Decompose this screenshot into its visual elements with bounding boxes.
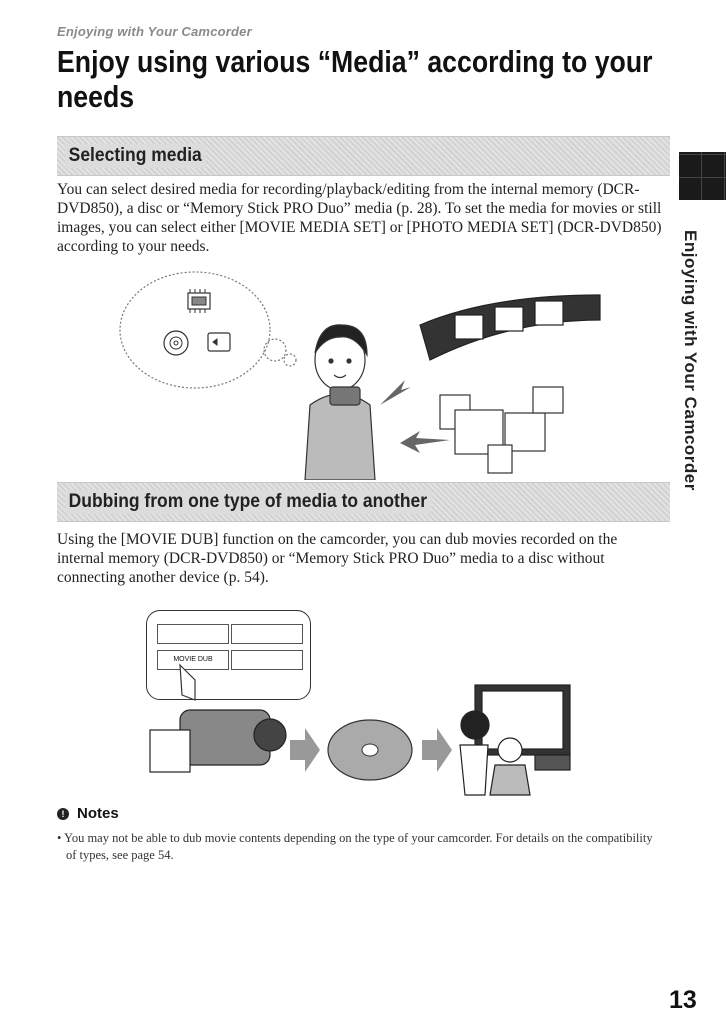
note-text: You may not be able to dub movie contents depending on the type of your camcorder. For details on the compatibility of types, see page 54. [64, 831, 653, 862]
screen-button-placeholder [231, 624, 303, 644]
disc-icon [328, 720, 412, 780]
tv-viewing-icon [460, 685, 570, 795]
person-with-camcorder-icon [305, 325, 375, 480]
section-header-dubbing [57, 482, 670, 522]
media-selection-illustration [110, 265, 610, 480]
camcorder-icon [150, 710, 286, 772]
side-tab-label: Enjoying with Your Camcorder [681, 230, 700, 491]
section-body-selecting-media: You can select desired media for recording/playback/editing from the internal memory (DCR-DVD850), a disc or “Memory Stick PRO Duo” media (p. 28). To set the media for movies or still images, you can select either [MOVIE MEDIA SET] or [PHOTO MEDIA SET] (DCR-DVD850) according to your needs. [57, 181, 662, 255]
memory-stick-icon [208, 333, 230, 351]
page-number: 13 [669, 986, 697, 1014]
page-title: Enjoy using various “Media” according to your needs [57, 44, 653, 114]
arrow-icon [380, 380, 411, 405]
movie-dub-screen-button: MOVIE DUB [157, 650, 229, 670]
notes-heading [57, 805, 119, 822]
film-strip-icon [420, 295, 600, 360]
notes-heading-label: Notes [77, 805, 119, 822]
section-header-selecting-media [57, 136, 670, 176]
internal-memory-icon [188, 289, 210, 313]
screen-button-placeholder [157, 624, 229, 644]
notes-icon: ! [57, 808, 69, 820]
section-body-dubbing: Using the [MOVIE DUB] function on the camcorder, you can dub movies recorded on the internal memory (DCR-DVD850) or “Memory Stick PRO Duo” media to a disc without connecting another device (p. 54). [57, 531, 618, 586]
finger-pointing-icon [180, 665, 195, 700]
arrow-right-icon [422, 728, 452, 772]
chapter-kicker: Enjoying with Your Camcorder [57, 24, 252, 39]
arrow-icon [400, 431, 450, 453]
thought-cloud-icon [120, 272, 296, 388]
section-heading: Dubbing from one type of media to another [65, 490, 431, 514]
arrow-right-icon [290, 728, 320, 772]
notes-list [57, 830, 657, 864]
photos-icon [440, 387, 563, 473]
chapter-tab-marker [679, 152, 726, 200]
disc-icon [164, 331, 188, 355]
section-heading: Selecting media [65, 144, 205, 168]
dubbing-illustration [140, 655, 580, 800]
note-item: • You may not be able to dub movie contents depending on the type of your camcorder. For details on the compatibility of types, see page 54. [57, 831, 653, 862]
